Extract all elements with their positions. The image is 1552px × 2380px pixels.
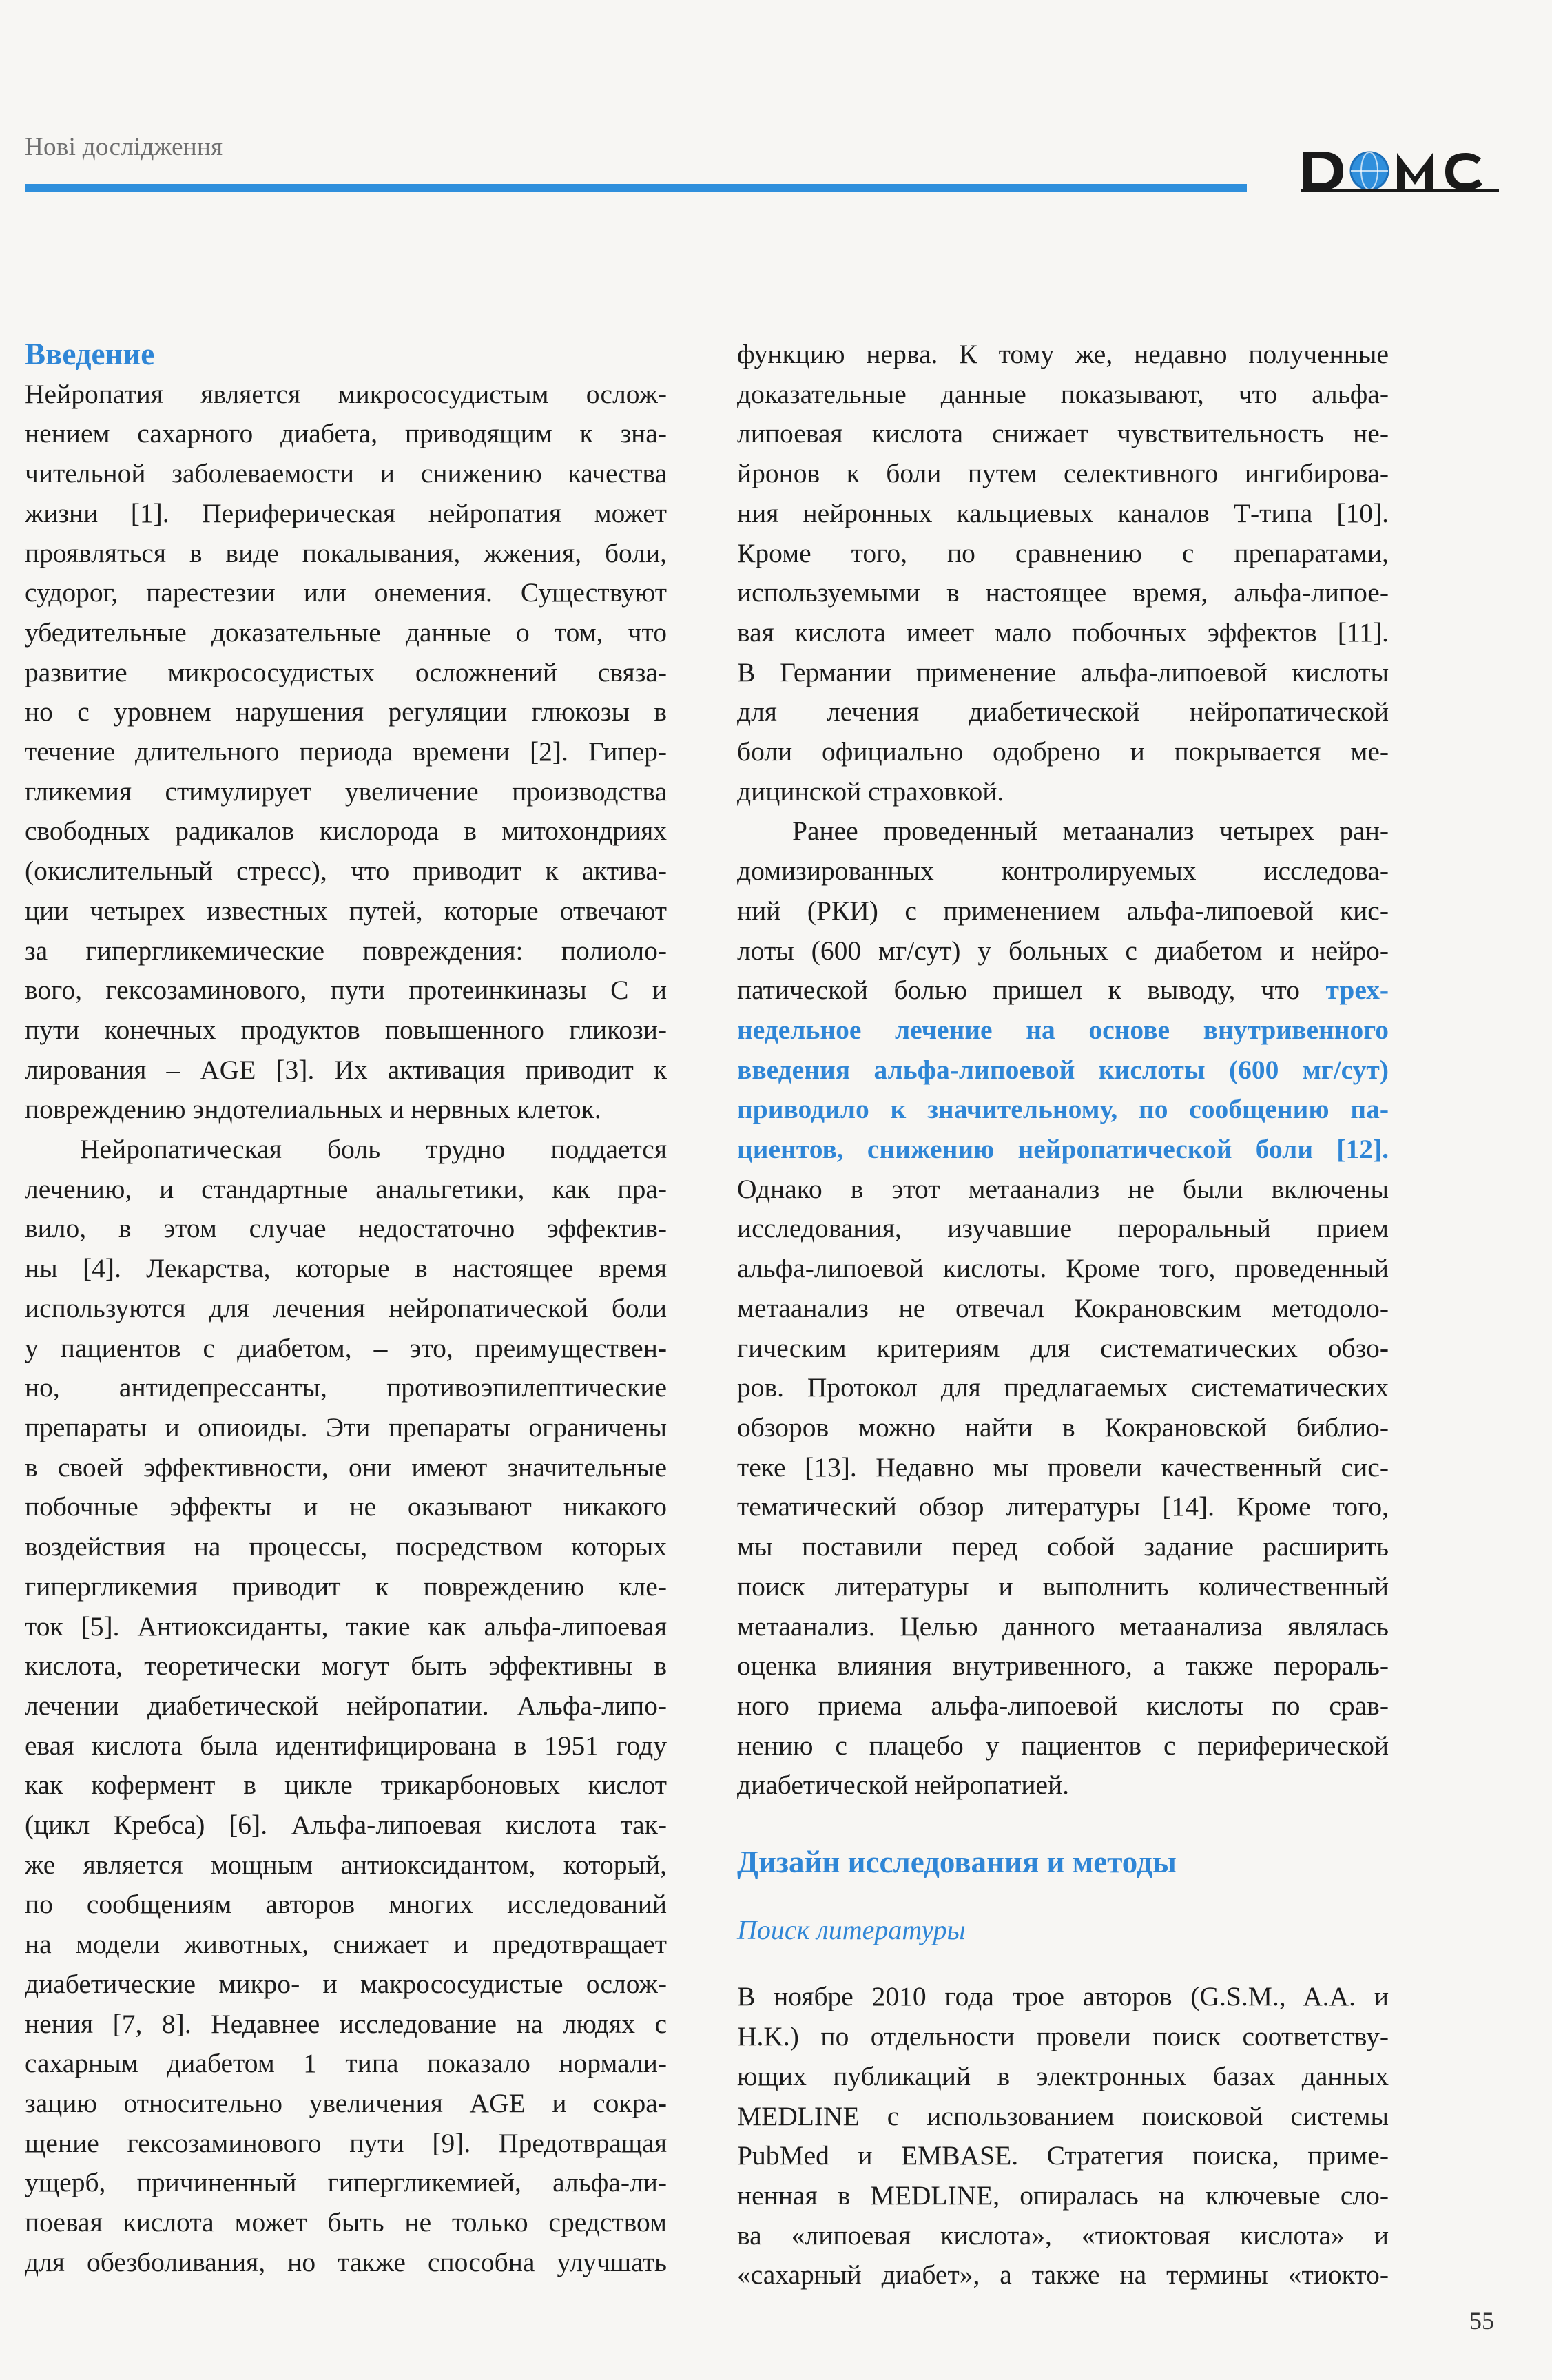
text-line: развитие микрососудистых осложнений связа- <box>25 656 667 687</box>
highlighted-line: приводило к значительному, по сообщению па- <box>737 1094 1389 1125</box>
text-line: исследования, изучавшие пероральный прием <box>737 1213 1389 1244</box>
text-line: альфа-липоевой кислоты. Кроме того, проведенный <box>737 1253 1389 1284</box>
text-line: ющих публикаций в электронных базах данных <box>737 2060 1389 2091</box>
text-line: метаанализ не отвечал Кокрановским методоло- <box>737 1292 1389 1323</box>
text-line: H.K.) по отдельности провели поиск соответству- <box>737 2021 1389 2052</box>
highlighted-line: недельное лечение на основе внутривенного <box>737 1014 1389 1045</box>
text-line: евая кислота была идентифицирована в 1951 году <box>25 1730 667 1761</box>
text-line: нением сахарного диабета, приводящим к зна- <box>25 418 667 449</box>
text-line: пути конечных продуктов повышенного гликози- <box>25 1014 667 1045</box>
text-line: (окислительный стресс), что приводит к актива- <box>25 856 667 887</box>
subsection-heading-literature-search: Поиск литературы <box>737 1914 966 1945</box>
highlighted-line: введения альфа-липоевой кислоты (600 мг/сут) <box>737 1054 1389 1085</box>
text-line: мы поставили перед собой задание расширить <box>737 1531 1389 1562</box>
text-line: вая кислота имеет мало побочных эффектов [11]. <box>737 617 1389 648</box>
text-line: ного приема альфа-липоевой кислоты по срав- <box>737 1690 1389 1721</box>
text-line: (цикл Кребса) [6]. Альфа-липоевая кислота так- <box>25 1810 667 1841</box>
text-line: ции четырех известных путей, которые отвечают <box>25 895 667 926</box>
highlighted-line: циентов, снижению нейропатической боли [12]. <box>737 1134 1389 1165</box>
text-line: гическим критериям для систематических обзо- <box>737 1332 1389 1363</box>
text-line: нению с плацебо у пациентов с периферической <box>737 1730 1389 1761</box>
text-line: на модели животных, снижает и предотвращает <box>25 1929 667 1960</box>
text-line: йронов к боли путем селективного ингибирова- <box>737 458 1389 489</box>
right-column <box>737 335 1389 2295</box>
text-line: нения [7, 8]. Недавнее исследование на людях с <box>25 2008 667 2039</box>
text-line: ненная в MEDLINE, опиралась на ключевые сло- <box>737 2180 1389 2211</box>
text-line: Нейропатия является микрососудистым ослож- <box>25 378 667 409</box>
text-line: течение длительного периода времени [2]. Гипер- <box>25 736 667 767</box>
text-line: чительной заболеваемости и снижению качества <box>25 458 667 489</box>
text-line: Нейропатическая боль трудно поддается <box>80 1134 667 1165</box>
running-header: Нові дослідження <box>25 133 223 161</box>
text-line: используются для лечения нейропатической боли <box>25 1292 667 1323</box>
text-line: жизни [1]. Периферическая нейропатия может <box>25 497 667 528</box>
header-rule <box>25 184 1247 192</box>
section-heading-design-methods: Дизайн исследования и методы <box>737 1845 1177 1880</box>
page-number: 55 <box>1469 2307 1494 2335</box>
text-line: щение гексозаминового пути [9]. Предотвращая <box>25 2127 667 2158</box>
text-line: вого, гексозаминового, пути протеинкиназы С и <box>25 975 667 1006</box>
text-line: гликемия стимулирует увеличение производства <box>25 776 667 807</box>
plain-text: патической болью пришел к выводу, что <box>737 975 1326 1006</box>
text-line: MEDLINE с использованием поисковой системы <box>737 2100 1389 2131</box>
text-line: теке [13]. Недавно мы провели качественный сис- <box>737 1451 1389 1482</box>
highlighted-text: трех- <box>1325 975 1389 1006</box>
text-line: диабетической нейропатией. <box>737 1770 1070 1801</box>
text-line: для лечения диабетической нейропатической <box>737 696 1389 727</box>
text-line: судорог, парестезии или онемения. Существуют <box>25 577 667 608</box>
text-line: поевая кислота может быть не только средством <box>25 2207 667 2238</box>
text-line: воздействия на процессы, посредством которых <box>25 1531 667 1562</box>
text-line: дицинской страховкой. <box>737 776 1004 807</box>
text-line: боли официально одобрено и покрывается ме- <box>737 736 1389 767</box>
text-line-mixed <box>737 971 1389 1011</box>
text-line: ны [4]. Лекарства, которые в настоящее время <box>25 1253 667 1284</box>
text-line: функцию нерва. К тому же, недавно полученные <box>737 339 1389 369</box>
text-line: поиск литературы и выполнить количественный <box>737 1571 1389 1602</box>
text-line: ров. Протокол для предлагаемых систематических <box>737 1372 1389 1403</box>
text-line: лечению, и стандартные анальгетики, как пра- <box>25 1173 667 1204</box>
text-line: но с уровнем нарушения регуляции глюкозы в <box>25 696 667 727</box>
text-line: сахарным диабетом 1 типа показало нормали- <box>25 2048 667 2079</box>
text-line: тематический обзор литературы [14]. Кроме того, <box>737 1491 1389 1522</box>
text-line: зацию относительно увеличения AGE и сокра- <box>25 2087 667 2118</box>
text-line: гипергликемия приводит к повреждению кле- <box>25 1571 667 1602</box>
text-line: липоевая кислота снижает чувствительность не- <box>737 418 1389 449</box>
text-line: Кроме того, по сравнению с препаратами, <box>737 537 1389 568</box>
text-line: как кофермент в цикле трикарбоновых кислот <box>25 1770 667 1801</box>
text-line: обзоров можно найти в Кокрановской библио- <box>737 1411 1389 1442</box>
text-line: диабетические микро- и макрососудистые ослож- <box>25 1968 667 1999</box>
left-column <box>25 335 667 2282</box>
text-line: домизированных контролируемых исследова- <box>737 856 1389 887</box>
text-line: для обезболивания, но также способна улучшать <box>25 2246 667 2277</box>
text-line: по сообщениям авторов многих исследований <box>25 1889 667 1920</box>
text-line: проявляться в виде покалывания, жжения, боли, <box>25 537 667 568</box>
text-line: ущерб, причиненный гипергликемией, альфа-ли- <box>25 2167 667 2198</box>
text-line: лоты (600 мг/сут) у больных с диабетом и нейро- <box>737 935 1389 966</box>
text-line: ния нейронных кальциевых каналов Т-типа [10]. <box>737 497 1389 528</box>
text-line: свободных радикалов кислорода в митохондриях <box>25 816 667 847</box>
text-line: убедительные доказательные данные о том, что <box>25 617 667 648</box>
text-line: PubMed и EMBASE. Стратегия поиска, приме- <box>737 2140 1389 2171</box>
text-line: кислота, теоретически могут быть эффективны в <box>25 1651 667 1681</box>
text-line: В ноябре 2010 года трое авторов (G.S.M., A.A. и <box>737 1981 1389 2012</box>
text-line: «сахарный диабет», а также на термины «тиокто- <box>737 2259 1389 2290</box>
text-line: у пациентов с диабетом, – это, преимуществен- <box>25 1332 667 1363</box>
text-line: вило, в этом случае недостаточно эффектив- <box>25 1213 667 1244</box>
text-line: в своей эффективности, они имеют значительные <box>25 1451 667 1482</box>
text-line: но, антидепрессанты, противоэпилептические <box>25 1372 667 1403</box>
text-line: доказательные данные показывают, что альфа- <box>737 378 1389 409</box>
text-line: ток [5]. Антиоксиданты, такие как альфа-липоевая <box>25 1611 667 1642</box>
text-line: препараты и опиоиды. Эти препараты ограничены <box>25 1411 667 1442</box>
text-line: оценка влияния внутривенного, а также перораль- <box>737 1651 1389 1681</box>
text-line: Ранее проведенный метаанализ четырех ран- <box>792 816 1389 847</box>
text-line: ний (РКИ) с применением альфа-липоевой кис- <box>737 895 1389 926</box>
section-heading-introduction: Введение <box>25 337 155 371</box>
text-line: побочные эффекты и не оказывают никакого <box>25 1491 667 1522</box>
text-line: используемыми в настоящее время, альфа-липое- <box>737 577 1389 608</box>
text-line: В Германии применение альфа-липоевой кислоты <box>737 656 1389 687</box>
text-line: лирования – AGE [3]. Их активация приводит к <box>25 1054 667 1085</box>
text-line: за гипергликемические повреждения: полиоло- <box>25 935 667 966</box>
text-line: лечении диабетической нейропатии. Альфа-липо- <box>25 1690 667 1721</box>
text-line: ва «липоевая кислота», «тиоктовая кислота» и <box>737 2219 1389 2250</box>
text-line: Однако в этот метаанализ не были включены <box>737 1173 1389 1204</box>
text-line: же является мощным антиоксидантом, который, <box>25 1849 667 1880</box>
journal-logo <box>1301 146 1499 192</box>
text-line: повреждению эндотелиальных и нервных клеток. <box>25 1094 601 1125</box>
text-line: метаанализ. Целью данного метаанализа являлась <box>737 1611 1389 1642</box>
